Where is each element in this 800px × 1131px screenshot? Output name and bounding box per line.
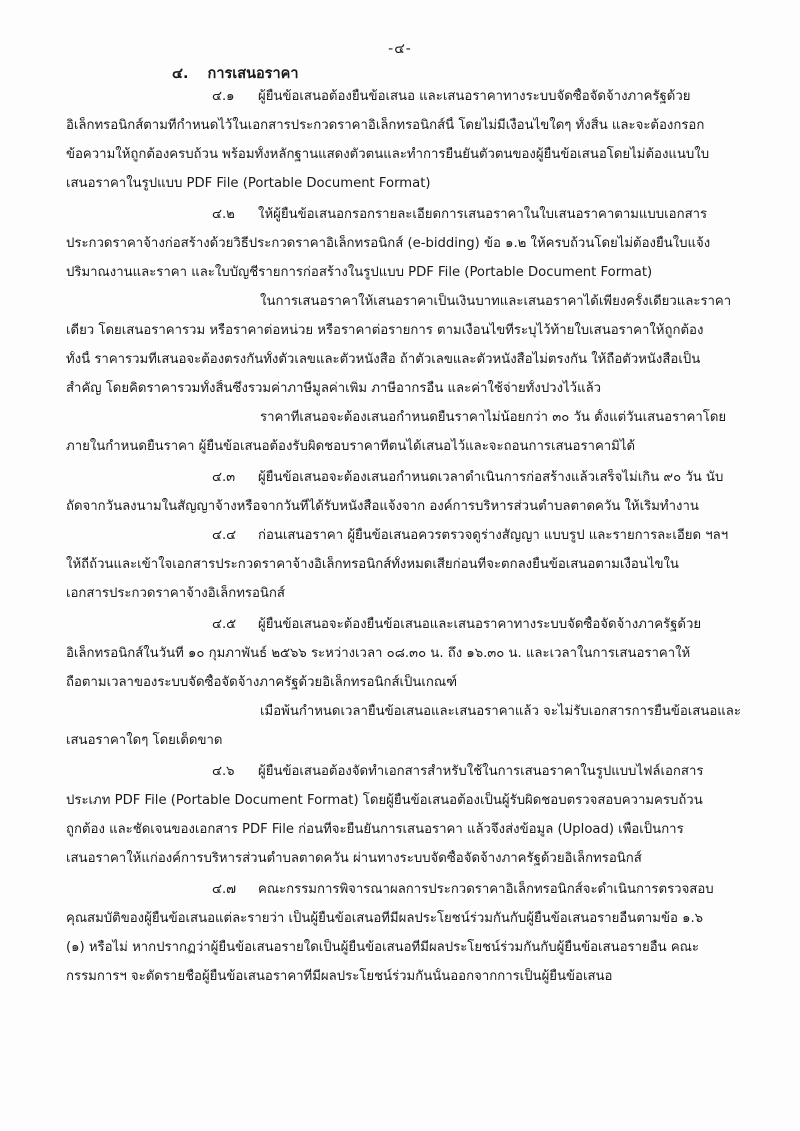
clause-number: ๔.๕ (212, 617, 237, 632)
clause-number: ๔.๑ (212, 89, 235, 104)
section-heading (172, 62, 298, 85)
clause-4-7-line-3: (๑) หรือไม่ หากปรากฏว่าผู้ยื่นข้อเสนอรายใดเป็นผู้ยื่นข้อเสนอที่มีผลประโยชน์ร่วมกันกับผู้ยื่นข้อเสนอรายอื่น คณะ (66, 940, 699, 955)
clause-4-1-line-2: อิเล็กทรอนิกส์ตามที่กำหนดไว้ในเอกสารประกวดราคาอิเล็กทรอนิกส์นี้ โดยไม่มีเงื่อนไขใดๆ ทั้งสิ้น และจะต้องกรอก (66, 118, 705, 133)
clause-4-2-para3-line-1: ราคาที่เสนอจะต้องเสนอกำหนดยืนราคาไม่น้อยกว่า ๓๐ วัน ตั้งแต่วันเสนอราคาโดย (260, 410, 727, 425)
clause-4-4-line-2: ให้ถี่ถ้วนและเข้าใจเอกสารประกวดราคาจ้างอิเล็กทรอนิกส์ทั้งหมดเสียก่อนที่จะตกลงยื่นข้อเสนอตามเงื่อนไขใน (66, 557, 679, 572)
clause-4-7-line-2: คุณสมบัติของผู้ยื่นข้อเสนอแต่ละรายว่า เป็นผู้ยื่นข้อเสนอที่มีผลประโยชน์ร่วมกันกับผู้ยื่นข้อเสนอรายอื่นตามข้อ ๑.๖ (66, 911, 704, 926)
clause-4-1-line-4: เสนอราคาในรูปแบบ PDF File (Portable Document Format) (66, 176, 431, 191)
clause-4-2-para2-line-1: ในการเสนอราคาให้เสนอราคาเป็นเงินบาทและเสนอราคาได้เพียงครั้งเดียวและราคา (260, 294, 732, 309)
clause-4-6-line-2: ประเภท PDF File (Portable Document Format) โดยผู้ยื่นข้อเสนอต้องเป็นผู้รับผิดชอบตรวจสอบความครบถ้วน (66, 793, 703, 808)
section-number: ๔. (172, 66, 189, 82)
clause-4-5-para2-line-1: เมื่อพ้นกำหนดเวลายื่นข้อเสนอและเสนอราคาแล้ว จะไม่รับเอกสารการยื่นข้อเสนอและ (260, 704, 741, 719)
clause-4-3-line-2: ถัดจากวันลงนามในสัญญาจ้างหรือจากวันที่ได้รับหนังสือแจ้งจาก องค์การบริหารส่วนตำบลตาดควัน ให้เริ่มทำงาน (66, 499, 699, 514)
clause-4-6-line-4: เสนอราคาให้แก่องค์การบริหารส่วนตำบลตาดควัน ผ่านทางระบบจัดซื้อจัดจ้างภาครัฐด้วยอิเล็กทรอนิกส์ (66, 851, 642, 866)
clause-number: ๔.๖ (212, 764, 235, 779)
section-title: การเสนอราคา (207, 66, 299, 82)
clause-4-1-line-1: ๔.๑ ผู้ยื่นข้อเสนอต้องยื่นข้อเสนอ และเสนอราคาทางระบบจัดซื้อจัดจ้างภาครัฐด้วย (212, 89, 691, 104)
clause-number: ๔.๔ (212, 528, 237, 543)
clause-4-2-line-2: ประกวดราคาจ้างก่อสร้างด้วยวิธีประกวดราคาอิเล็กทรอนิกส์ (e-bidding) ข้อ ๑.๒ ให้ครบถ้วนโดยไม่ต้องยื่นใบแจ้ง (66, 236, 711, 251)
clause-4-2-line-3: ปริมาณงานและราคา และใบบัญชีรายการก่อสร้างในรูปแบบ PDF File (Portable Document Format) (66, 265, 653, 280)
clause-4-4-line-3: เอกสารประกวดราคาจ้างอิเล็กทรอนิกส์ (66, 586, 285, 601)
clause-number: ๔.๒ (212, 207, 235, 222)
clause-4-5-para2-line-2: เสนอราคาใดๆ โดยเด็ดขาด (66, 733, 223, 748)
clause-4-6-line-1: ๔.๖ ผู้ยื่นข้อเสนอต้องจัดทำเอกสารสำหรับใช้ในการเสนอราคาในรูปแบบไฟล์เอกสาร (212, 764, 704, 779)
clause-4-7-line-1: ๔.๗ คณะกรรมการพิจารณาผลการประกวดราคาอิเล็กทรอนิกส์จะดำเนินการตรวจสอบ (212, 882, 714, 897)
clause-4-1-line-3: ข้อความให้ถูกต้องครบถ้วน พร้อมทั้งหลักฐานแสดงตัวตนและทำการยืนยันตัวตนของผู้ยื่นข้อเสนอโดยไม่ต้องแนบใบ (66, 147, 710, 162)
clause-number: ๔.๓ (212, 470, 236, 485)
clause-4-2-para2-line-4: สำคัญ โดยคิดราคารวมทั้งสิ้นซึ่งรวมค่าภาษีมูลค่าเพิ่ม ภาษีอากรอื่น และค่าใช้จ่ายทั้งปวงไว้แล้ว (66, 381, 602, 396)
clause-4-3-line-1: ๔.๓ ผู้ยื่นข้อเสนอจะต้องเสนอกำหนดเวลาดำเนินการก่อสร้างแล้วเสร็จไม่เกิน ๙๐ วัน นับ (212, 470, 724, 485)
clause-4-2-line-1: ๔.๒ ให้ผู้ยื่นข้อเสนอกรอกรายละเอียดการเสนอราคาในใบเสนอราคาตามแบบเอกสาร (212, 207, 708, 222)
clause-number: ๔.๗ (212, 882, 237, 897)
clause-4-4-line-1: ๔.๔ ก่อนเสนอราคา ผู้ยื่นข้อเสนอควรตรวจดูร่างสัญญา แบบรูป และรายการละเอียด ฯลฯ (212, 528, 729, 543)
clause-4-5-line-2: อิเล็กทรอนิกส์ในวันที่ ๑๐ กุมภาพันธ์ ๒๕๖๖ ระหว่างเวลา ๐๘.๓๐ น. ถึง ๑๖.๓๐ น. และเวลาในการเสนอราคาให้ (66, 646, 691, 661)
clause-4-2-para3-line-2: ภายในกำหนดยืนราคา ผู้ยื่นข้อเสนอต้องรับผิดชอบราคาที่ตนได้เสนอไว้และจะถอนการเสนอราคามิได้ (66, 439, 636, 454)
clause-4-2-para2-line-2: เดียว โดยเสนอราคารวม หรือราคาต่อหน่วย หรือราคาต่อรายการ ตามเงื่อนไขที่ระบุไว้ท้ายใบเสนอราคาให้ถูกต้อง (66, 323, 704, 338)
clause-4-7-line-4: กรรมการฯ จะตัดรายชื่อผู้ยื่นข้อเสนอราคาที่มีผลประโยชน์ร่วมกันนั้นออกจากการเป็นผู้ยื่นข้อเสนอ (66, 969, 613, 984)
clause-4-5-line-1: ๔.๕ ผู้ยื่นข้อเสนอจะต้องยื่นข้อเสนอและเสนอราคาทางระบบจัดซื้อจัดจ้างภาครัฐด้วย (212, 617, 702, 632)
clause-4-2-para2-line-3: ทั้งนี้ ราคารวมที่เสนอจะต้องตรงกันทั้งตัวเลขและตัวหนังสือ ถ้าตัวเลขและตัวหนังสือไม่ตรงกัน ให้ถือตัวหนังสือเป็น (66, 352, 701, 367)
page-number: -๔- (388, 41, 412, 57)
clause-4-5-line-3: ถือตามเวลาของระบบจัดซื้อจัดจ้างภาครัฐด้วยอิเล็กทรอนิกส์เป็นเกณฑ์ (66, 675, 458, 690)
clause-4-6-line-3: ถูกต้อง และชัดเจนของเอกสาร PDF File ก่อนที่จะยืนยันการเสนอราคา แล้วจึงส่งข้อมูล (Upload) เพื่อเป็นการ (66, 822, 684, 837)
